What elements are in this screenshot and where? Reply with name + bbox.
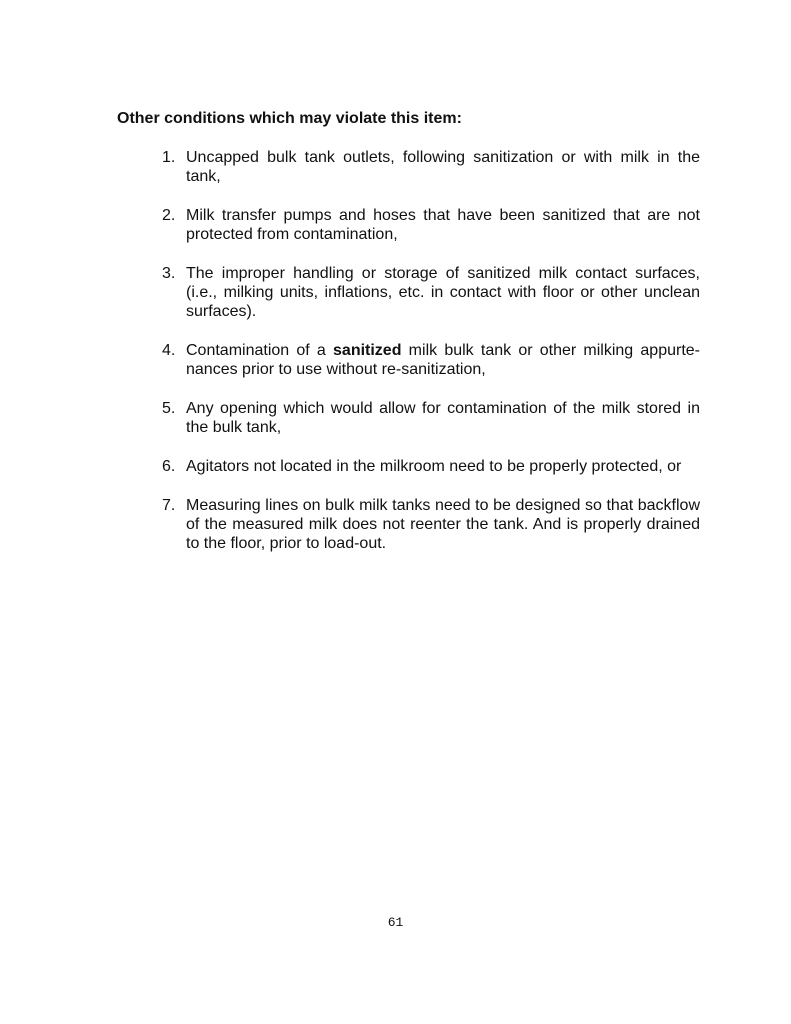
item-text: Any opening which would allow for contamination of the milk stored in the bulk tank, <box>186 400 700 436</box>
item-number: 5. <box>162 400 176 417</box>
item-text-after: milk bulk tank or other milking appurte- nances prior to use without re-sanitization, <box>186 342 700 378</box>
list-item <box>162 399 700 437</box>
list-item <box>162 457 700 476</box>
list-item <box>162 206 700 244</box>
item-text: Uncapped bulk tank outlets, following sanitization or with milk in the tank, <box>186 149 700 185</box>
conditions-list <box>162 148 700 573</box>
item-number: 4. <box>162 342 176 359</box>
item-text-bold: sanitized <box>333 342 402 359</box>
item-text-before: Contamination of a <box>186 342 334 359</box>
item-text: Measuring lines on bulk milk tanks need to be designed so that backflow of the measured milk does not reenter the tank. And is properly drained to the floor, prior to load-out. <box>186 497 700 552</box>
item-text: Milk transfer pumps and hoses that have been sanitized that are not protected from contamination, <box>186 207 700 243</box>
section-heading: Other conditions which may violate this item: <box>117 110 462 127</box>
item-number: 2. <box>162 207 176 224</box>
item-text: Agitators not located in the milkroom need to be properly protected, or <box>186 458 682 475</box>
list-item <box>162 496 700 553</box>
item-number: 6. <box>162 458 176 475</box>
list-item <box>162 341 700 379</box>
item-text: The improper handling or storage of sanitized milk contact surfaces, (i.e., milking units, inflations, etc. in contact with floor or other unclean surfaces). <box>186 265 700 320</box>
list-item <box>162 148 700 186</box>
list-item <box>162 264 700 321</box>
page-number: 61 <box>387 915 404 930</box>
item-number: 7. <box>162 497 176 514</box>
item-number: 1. <box>162 149 176 166</box>
item-number: 3. <box>162 265 176 282</box>
